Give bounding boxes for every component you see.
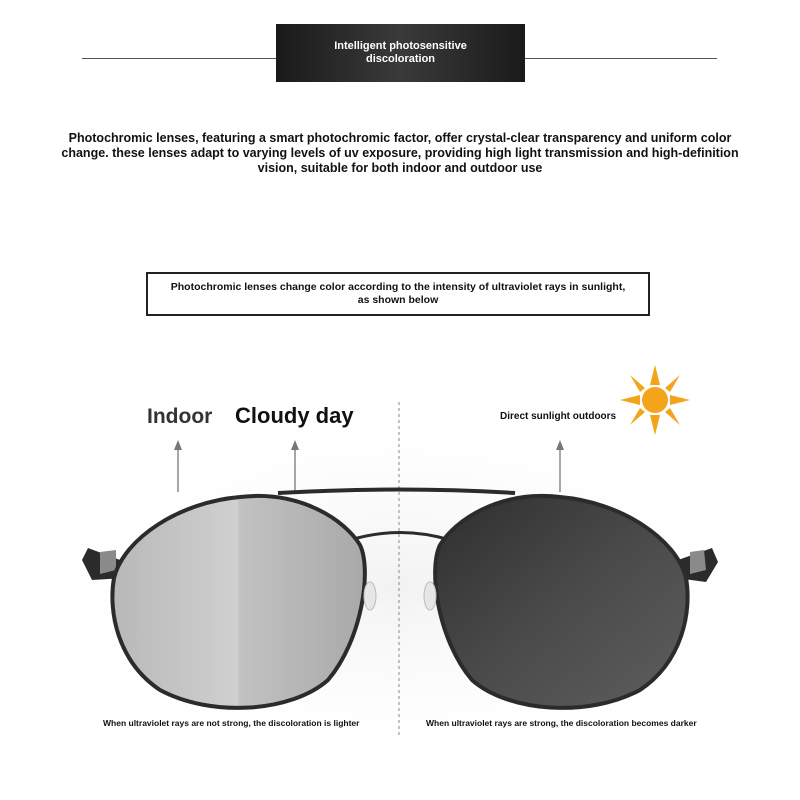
caption-dark: When ultraviolet rays are strong, the discoloration becomes darker [426,718,697,728]
note-text: Photochromic lenses change color according to the intensity of ultraviolet rays in sunlight, as shown below [170,281,626,306]
intro-text: Photochromic lenses, featuring a smart photochromic factor, offer crystal-clear transparency and uniform color change. these lenses adapt to varying levels of uv exposure, providing high light transmission and high-definition vision, suitable for both indoor and outdoor use [61,131,739,175]
indoor-label: Indoor [147,405,213,428]
caption-light: When ultraviolet rays are not strong, the discoloration is lighter [103,718,360,728]
sun-icon [620,365,690,435]
direct-sunlight-label: Direct sunlight outdoors [500,411,617,422]
header-title: Intelligent photosensitive discoloration [334,40,467,65]
cloudy-day-label: Cloudy day [235,403,354,428]
